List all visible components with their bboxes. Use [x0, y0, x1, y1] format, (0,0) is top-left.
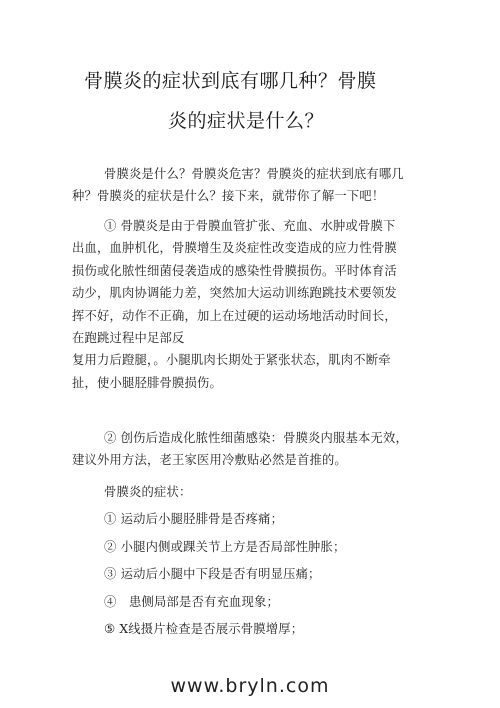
cause-1-line: 在跑跳过程中足部反	[72, 331, 185, 346]
symptom-item: ④ 患侧局部是否有充血现象；	[104, 594, 279, 609]
cause-1-line: ① 骨膜炎是由于骨膜血管扩张、充血、水肿或骨膜下	[104, 219, 396, 233]
cause-1-line: 出血，血肿机化，骨膜增生及炎症性改变造成的应力性骨膜	[72, 241, 397, 256]
intro-line: 种？骨膜炎的症状是什么？接下来，就带你了解一下吧！	[72, 189, 385, 204]
symptom-item: ⑤ X线摄片检查是否展示骨膜增厚；	[104, 622, 304, 637]
cause-1-line: 损伤或化脓性细菌侵袭造成的感染性骨膜损伤。平时体育活	[72, 263, 397, 278]
cause-paragraph-2	[72, 427, 434, 472]
intro-paragraph	[72, 163, 434, 208]
cause-1-line: 动少，肌肉协调能力差，突然加大运动训练跑跳技术要领发	[72, 286, 397, 301]
article-title-line-1: 骨膜炎的症状到底有哪几种？骨膜	[84, 70, 377, 92]
cause-2-line: ② 创伤后造成化脓性细菌感染：骨膜炎内服基本无效，	[104, 431, 409, 445]
symptoms-section	[72, 481, 434, 640]
intro-line: 骨膜炎是什么？骨膜炎危害？骨膜炎的症状到底有哪几	[104, 167, 404, 181]
symptom-item: ① 运动后小腿胫腓骨是否疼痛；	[104, 512, 284, 527]
cause-1-line: 扯，使小腿胫腓骨膜损伤。	[72, 375, 222, 390]
cause-1-line: 挥不好，动作不正确，加上在过硬的运动场地活动时间长，	[72, 308, 397, 323]
cause-2-line: 建议外用方法，老王家医用冷敷贴必然是首推的。	[72, 453, 347, 468]
symptom-item: ② 小腿内侧或踝关节上方是否局部性肿胀；	[104, 539, 346, 554]
symptom-item: ③ 运动后小腿中下段是否有明显压痛；	[104, 567, 321, 582]
article-title-line-2: 炎的症状是什么？	[168, 110, 325, 132]
cause-paragraph-1	[72, 215, 434, 394]
cause-1-line: 复用力后蹬腿，。小腿肌肉长期处于紧张状态，肌肉不断牵	[72, 353, 391, 368]
site-watermark: www.bryln.com	[170, 675, 330, 697]
symptoms-heading: 骨膜炎的症状：	[104, 485, 192, 499]
